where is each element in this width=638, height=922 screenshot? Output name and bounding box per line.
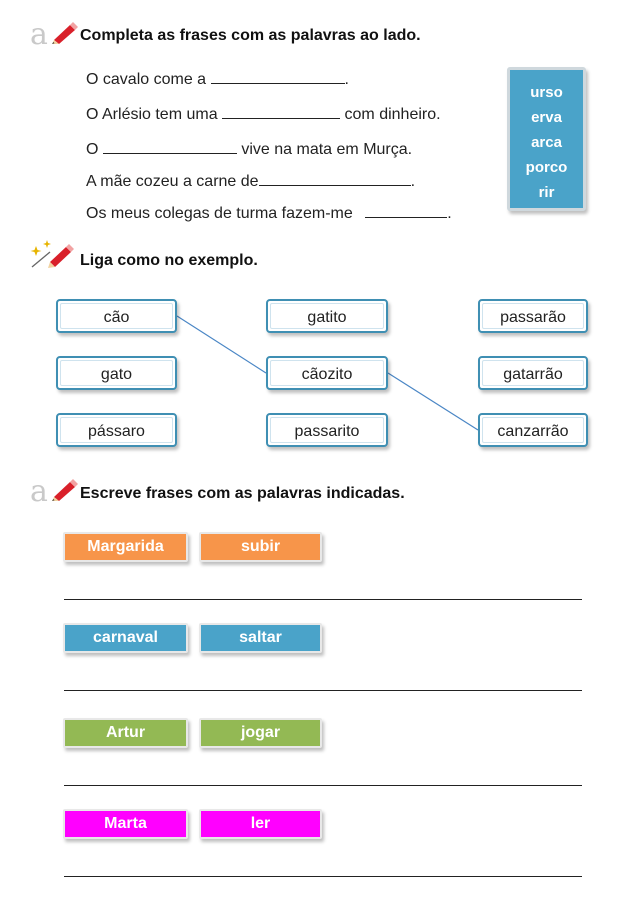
word-bank-item: rir [538, 184, 555, 201]
letter-a-icon: a [30, 474, 48, 509]
match-box-gatito[interactable]: gatito [266, 299, 388, 333]
writing-line[interactable] [64, 599, 582, 600]
word-bank-item: erva [531, 109, 562, 126]
match-box-passarito[interactable]: passarito [266, 413, 388, 447]
exercise3-title: Escreve frases com as palavras indicadas. [80, 485, 405, 502]
sentence-3-start: O [86, 141, 99, 158]
word-pill-jogar: jogar [199, 718, 322, 748]
sentence-4-start: A mãe cozeu a carne de [86, 173, 259, 190]
match-box-gato[interactable]: gato [56, 356, 177, 390]
exercise1-title: Completa as frases com as palavras ao lado. [80, 27, 421, 44]
sentence-2-start: O Arlésio tem uma [86, 106, 218, 123]
match-box-cao[interactable]: cão [56, 299, 177, 333]
writing-line[interactable] [64, 690, 582, 691]
pencil-icon [50, 479, 78, 501]
sentence-3-end: vive na mata em Murça. [241, 141, 413, 158]
match-box-canzarrao[interactable]: canzarrão [478, 413, 588, 447]
word-bank-item: urso [530, 84, 563, 101]
match-box-passarao[interactable]: passarão [478, 299, 588, 333]
match-box-caozito[interactable]: cãozito [266, 356, 388, 390]
word-pill-margarida: Margarida [63, 532, 188, 562]
letter-a-icon: a [30, 17, 48, 52]
connector-line [388, 373, 478, 430]
exercise2-title: Liga como no exemplo. [80, 252, 258, 269]
word-pill-ler: ler [199, 809, 322, 839]
sentence-2-end: com dinheiro. [344, 106, 441, 123]
writing-line[interactable] [64, 785, 582, 786]
word-pill-carnaval: carnaval [63, 623, 188, 653]
word-pill-artur: Artur [63, 718, 188, 748]
match-box-passaro[interactable]: pássaro [56, 413, 177, 447]
word-bank-item: arca [531, 134, 562, 151]
word-pill-marta: Marta [63, 809, 188, 839]
sentence-1-end: . [344, 71, 349, 88]
word-bank-item: porco [525, 159, 568, 176]
match-box-gatarrao[interactable]: gatarrão [478, 356, 588, 390]
writing-line[interactable] [64, 876, 582, 877]
sentence-4-end: . [410, 173, 416, 190]
word-pill-subir: subir [199, 532, 322, 562]
sentence-5-end: . [447, 205, 452, 222]
word-pill-saltar: saltar [199, 623, 322, 653]
connector-line [177, 316, 266, 373]
sentence-1-start: O cavalo come a [86, 71, 207, 88]
sentence-5-start: Os meus colegas de turma fazem-me [86, 205, 353, 222]
